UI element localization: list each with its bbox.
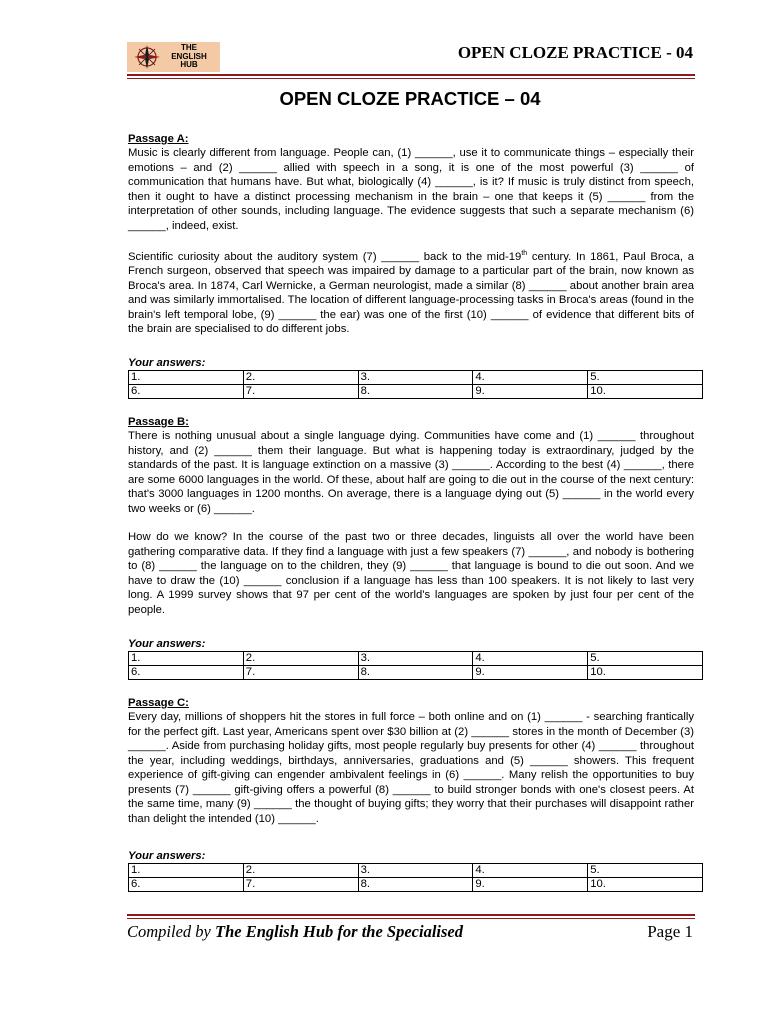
passage-b-label: Passage B:	[128, 416, 189, 428]
answers-label: Your answers:	[128, 357, 206, 369]
answer-cell[interactable]: 9.	[473, 385, 588, 399]
passage-a-para2-text: century. In 1861, Paul Broca, a French surgeon, observed that speech was impaired by damage to a particular part of the brain, now known as Broca's area. In 1874, Carl Wernicke, a German neurologist, made a similar (8) ______ about another brain area and was similarly immortalised. The location of different language-processing tasks in Broca's areas (found in the brain's left temporal lobe, (9) ______ the ear) was one of the first (10) ______ of evidence that different bits of the brain are specialised to do different jobs.	[128, 250, 694, 336]
table-row	[129, 652, 703, 666]
table-row	[129, 864, 703, 878]
answer-cell[interactable]: 4.	[473, 652, 588, 666]
answer-cell[interactable]: 8.	[358, 385, 473, 399]
answers-label: Your answers:	[128, 638, 206, 650]
passage-a-label: Passage A:	[128, 133, 189, 145]
answer-cell[interactable]: 8.	[358, 878, 473, 892]
answer-cell[interactable]: 2.	[243, 652, 358, 666]
answer-cell[interactable]: 4.	[473, 864, 588, 878]
answer-cell[interactable]: 10.	[588, 878, 703, 892]
answers-a	[128, 357, 694, 399]
passage-a-para2	[128, 247, 694, 337]
passage-c-para1: Every day, millions of shoppers hit the stores in full force – both online and on (1) ______ - searching frantically for the perfect gift. Last year, Americans spent over $30 billion at (2) ______ stores in the month of December (3) ______. Aside from purchasing holiday gifts, most people regularly buy presents for other (4) ______ throughout the year, including weddings, birthdays, anniversaries, graduations and (5) ______ showers. This frequent experience of gift-giving can engender ambivalent feelings in (6) ______. Many relish the opportunities to buy presents (7) ______ gift-giving offers a powerful (8) ______ to build stronger bonds with one's closest peers. At the same time, many (9) ______ the thought of buying gifts; they worry that their purchases will disappoint rather than delight the intended (10) ______.	[128, 711, 694, 825]
footer-divider-thin	[127, 918, 695, 919]
logo-text-line: HUB	[180, 60, 198, 70]
answer-cell[interactable]: 1.	[129, 371, 244, 385]
answer-cell[interactable]: 7.	[243, 878, 358, 892]
table-row	[129, 385, 703, 399]
answer-cell[interactable]: 10.	[588, 385, 703, 399]
answer-cell[interactable]: 9.	[473, 878, 588, 892]
page-number: Page 1	[647, 922, 693, 941]
answer-cell[interactable]: 6.	[129, 878, 244, 892]
answer-cell[interactable]: 7.	[243, 385, 358, 399]
table-row	[129, 878, 703, 892]
answer-cell[interactable]: 1.	[129, 864, 244, 878]
answer-cell[interactable]: 3.	[358, 652, 473, 666]
answers-c	[128, 850, 694, 892]
table-row	[129, 666, 703, 680]
answers-label: Your answers:	[128, 850, 206, 862]
header-divider	[127, 74, 695, 76]
passage-b-para2: How do we know? In the course of the past two or three decades, linguists all over the world have been gathering comparative data. If they find a language with just a few speakers (7) ______, and nobody is bothering to (8) ______ the language on to the children, they (9) ______ that language is bound to die out soon. And we have to draw the (10) ______ conclusion if a language has less than 100 speakers. It is not likely to last very long. A 1999 survey shows that 97 per cent of the world's languages are spoken by just four per cent of the people.	[128, 531, 694, 616]
footer-divider	[127, 914, 695, 916]
answers-table	[128, 651, 703, 680]
answer-cell[interactable]: 3.	[358, 371, 473, 385]
answer-cell[interactable]: 1.	[129, 652, 244, 666]
page-title: OPEN CLOZE PRACTICE – 04	[279, 88, 541, 109]
logo	[127, 42, 220, 72]
answers-b	[128, 638, 694, 680]
header-title: OPEN CLOZE PRACTICE - 04	[457, 43, 693, 62]
footer-org: The English Hub for the Specialised	[215, 922, 463, 941]
table-row	[129, 371, 703, 385]
answer-cell[interactable]: 3.	[358, 864, 473, 878]
footer-credit	[127, 922, 463, 942]
footer-compiled-by: Compiled by	[127, 922, 215, 941]
answer-cell[interactable]: 10.	[588, 666, 703, 680]
passage-a-para1: Music is clearly different from language. People can, (1) ______, use it to communicate things – especially their emotions – and (2) ______ allied with speech in a song, it is one of the most powerful (3) ______ of communication that humans have. But what, biologically (4) ______, is it? If music is truly distinct from speech, then it ought to have a distinct processing mechanism in the brain – one that keeps it (5) ______ from the interpretation of other sounds, including language. The evidence suggests that such a separate mechanism (6) ______, indeed, exist.	[128, 147, 694, 232]
passage-c-label: Passage C:	[128, 697, 189, 709]
answer-cell[interactable]: 5.	[588, 652, 703, 666]
passage-c	[128, 696, 694, 826]
compass-icon	[131, 44, 163, 70]
answer-cell[interactable]: 6.	[129, 385, 244, 399]
logo-text-line: ENGLISH	[171, 51, 207, 61]
answer-cell[interactable]: 5.	[588, 371, 703, 385]
passage-a	[128, 132, 694, 337]
answer-cell[interactable]: 7.	[243, 666, 358, 680]
answer-cell[interactable]: 9.	[473, 666, 588, 680]
passage-a-para2-text: Scientific curiosity about the auditory system (7) ______ back to the mid-19	[128, 250, 522, 263]
passage-b-para1: There is nothing unusual about a single language dying. Communities have come and (1) ______ throughout history, and (2) ______ them their language. But what is happening today is extraordinary, judged by the standards of the past. It is language extinction on a massive (3) ______. According to the best (4) ______, there are some 6000 languages in the world. Of these, about half are going to die out in the course of the next century: that's 3000 languages in 1200 months. On average, there is a language dying out (5) ______ in the world every two weeks or (6) ______.	[128, 430, 694, 515]
answer-cell[interactable]: 6.	[129, 666, 244, 680]
answer-cell[interactable]: 2.	[243, 371, 358, 385]
passage-b	[128, 415, 694, 617]
logo-text-line: THE	[181, 43, 197, 53]
answers-table	[128, 370, 703, 399]
superscript: th	[521, 250, 528, 257]
answer-cell[interactable]: 5.	[588, 864, 703, 878]
answer-cell[interactable]: 4.	[473, 371, 588, 385]
header-divider-thin	[127, 78, 695, 79]
logo-text	[169, 44, 209, 70]
answers-table	[128, 863, 703, 892]
answer-cell[interactable]: 8.	[358, 666, 473, 680]
answer-cell[interactable]: 2.	[243, 864, 358, 878]
